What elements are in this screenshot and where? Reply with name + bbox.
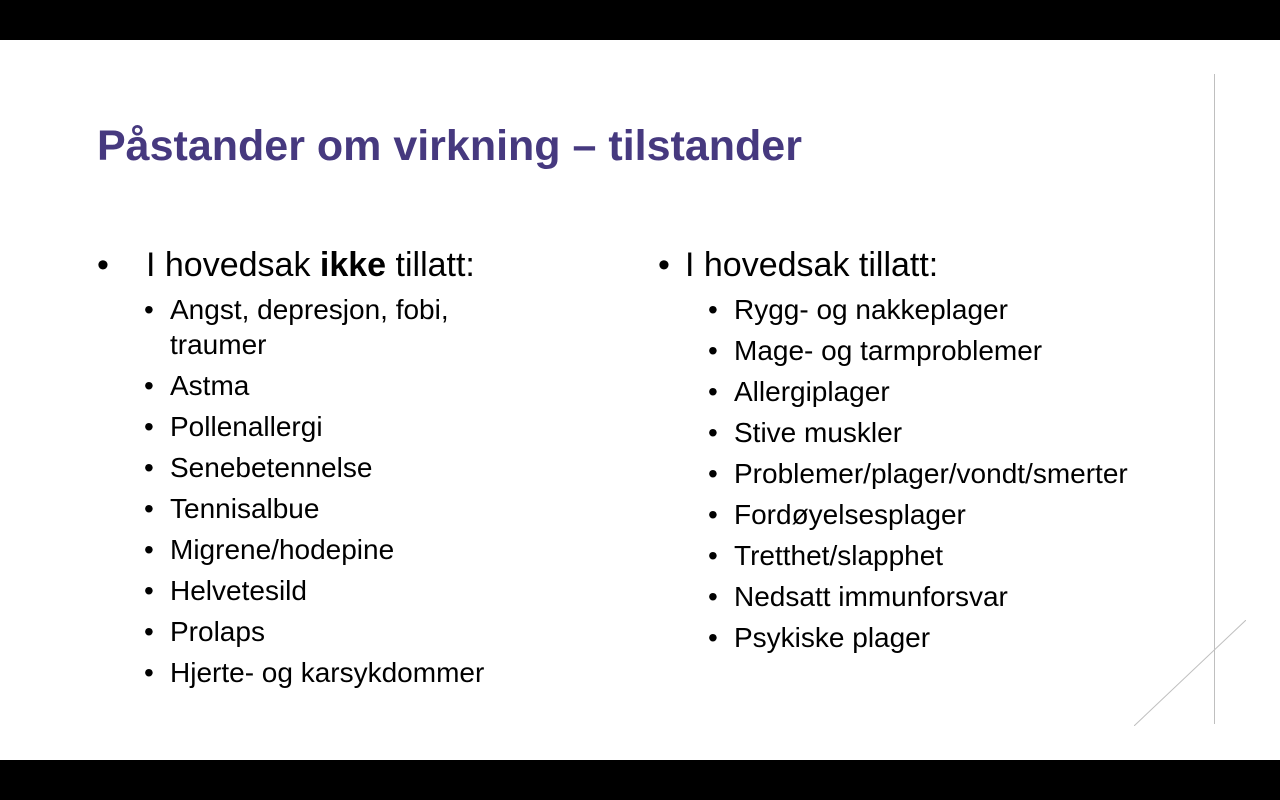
list-item: • Senebetennelse bbox=[144, 452, 373, 483]
list-item: • Helvetesild bbox=[144, 575, 307, 606]
list-item: • Problemer/plager/vondt/smerter bbox=[708, 458, 1128, 489]
letterbox-top bbox=[0, 0, 1280, 40]
list-item-text: Nedsatt immunforsvar bbox=[734, 581, 1008, 612]
list-item: • Astma bbox=[144, 370, 250, 401]
list-item-text: Tretthet/slapphet bbox=[734, 540, 944, 571]
list-item-text: Mage- og tarmproblemer bbox=[734, 335, 1043, 366]
list-item: • Angst, depresjon, fobi, traumer bbox=[144, 294, 449, 360]
list-item: • Rygg- og nakkeplager bbox=[708, 294, 1008, 325]
list-item: • Psykiske plager bbox=[708, 622, 931, 653]
list-item-text: Psykiske plager bbox=[734, 622, 931, 653]
left-column bbox=[97, 242, 597, 696]
right-column bbox=[658, 242, 1178, 661]
list-item-text: Hjerte- og karsykdommer bbox=[170, 657, 485, 688]
slide bbox=[0, 40, 1280, 760]
list-item-text: Pollenallergi bbox=[170, 411, 323, 442]
list-item-text: Tennisalbue bbox=[170, 493, 320, 524]
left-item-list bbox=[97, 292, 544, 690]
list-item-text: Helvetesild bbox=[170, 575, 307, 606]
left-heading-post: tillatt: bbox=[386, 246, 475, 284]
list-item: • Migrene/hodepine bbox=[144, 534, 395, 565]
list-item: • Mage- og tarmproblemer bbox=[708, 335, 1043, 366]
list-item-text: Problemer/plager/vondt/smerter bbox=[734, 458, 1128, 489]
list-item-text: Astma bbox=[170, 370, 250, 401]
list-item-text: Stive muskler bbox=[734, 417, 903, 448]
list-item-text: Fordøyelsesplager bbox=[734, 499, 966, 530]
bullet: • bbox=[658, 246, 670, 284]
left-heading-pre: I hovedsak bbox=[146, 246, 320, 284]
list-item: • Tretthet/slapphet bbox=[708, 540, 944, 571]
list-item: • Hjerte- og karsykdommer bbox=[144, 657, 485, 688]
left-heading bbox=[97, 242, 597, 288]
list-item: • Stive muskler bbox=[708, 417, 903, 448]
list-item: • Prolaps bbox=[144, 616, 265, 647]
list-item: • Tennisalbue bbox=[144, 493, 320, 524]
list-item: • Fordøyelsesplager bbox=[708, 499, 966, 530]
list-item: • Nedsatt immunforsvar bbox=[708, 581, 1008, 612]
list-item-text: Prolaps bbox=[170, 616, 265, 647]
list-item-text: Migrene/hodepine bbox=[170, 534, 395, 565]
slide-title: Påstander om virkning – tilstander bbox=[97, 122, 802, 170]
left-heading-bold: ikke bbox=[319, 246, 387, 284]
list-item: • Allergiplager bbox=[708, 376, 890, 407]
list-item-text: Rygg- og nakkeplager bbox=[734, 294, 1008, 325]
list-item: • Pollenallergi bbox=[144, 411, 323, 442]
list-item-text: Senebetennelse bbox=[170, 452, 373, 483]
bullet: • bbox=[97, 246, 109, 284]
right-heading bbox=[658, 242, 1178, 288]
right-heading-text: I hovedsak tillatt: bbox=[685, 246, 939, 284]
list-item-text: Allergiplager bbox=[734, 376, 890, 407]
list-item-text: Angst, depresjon, fobi, traumer bbox=[170, 294, 449, 360]
right-item-list bbox=[658, 292, 1158, 655]
letterbox-bottom bbox=[0, 760, 1280, 800]
